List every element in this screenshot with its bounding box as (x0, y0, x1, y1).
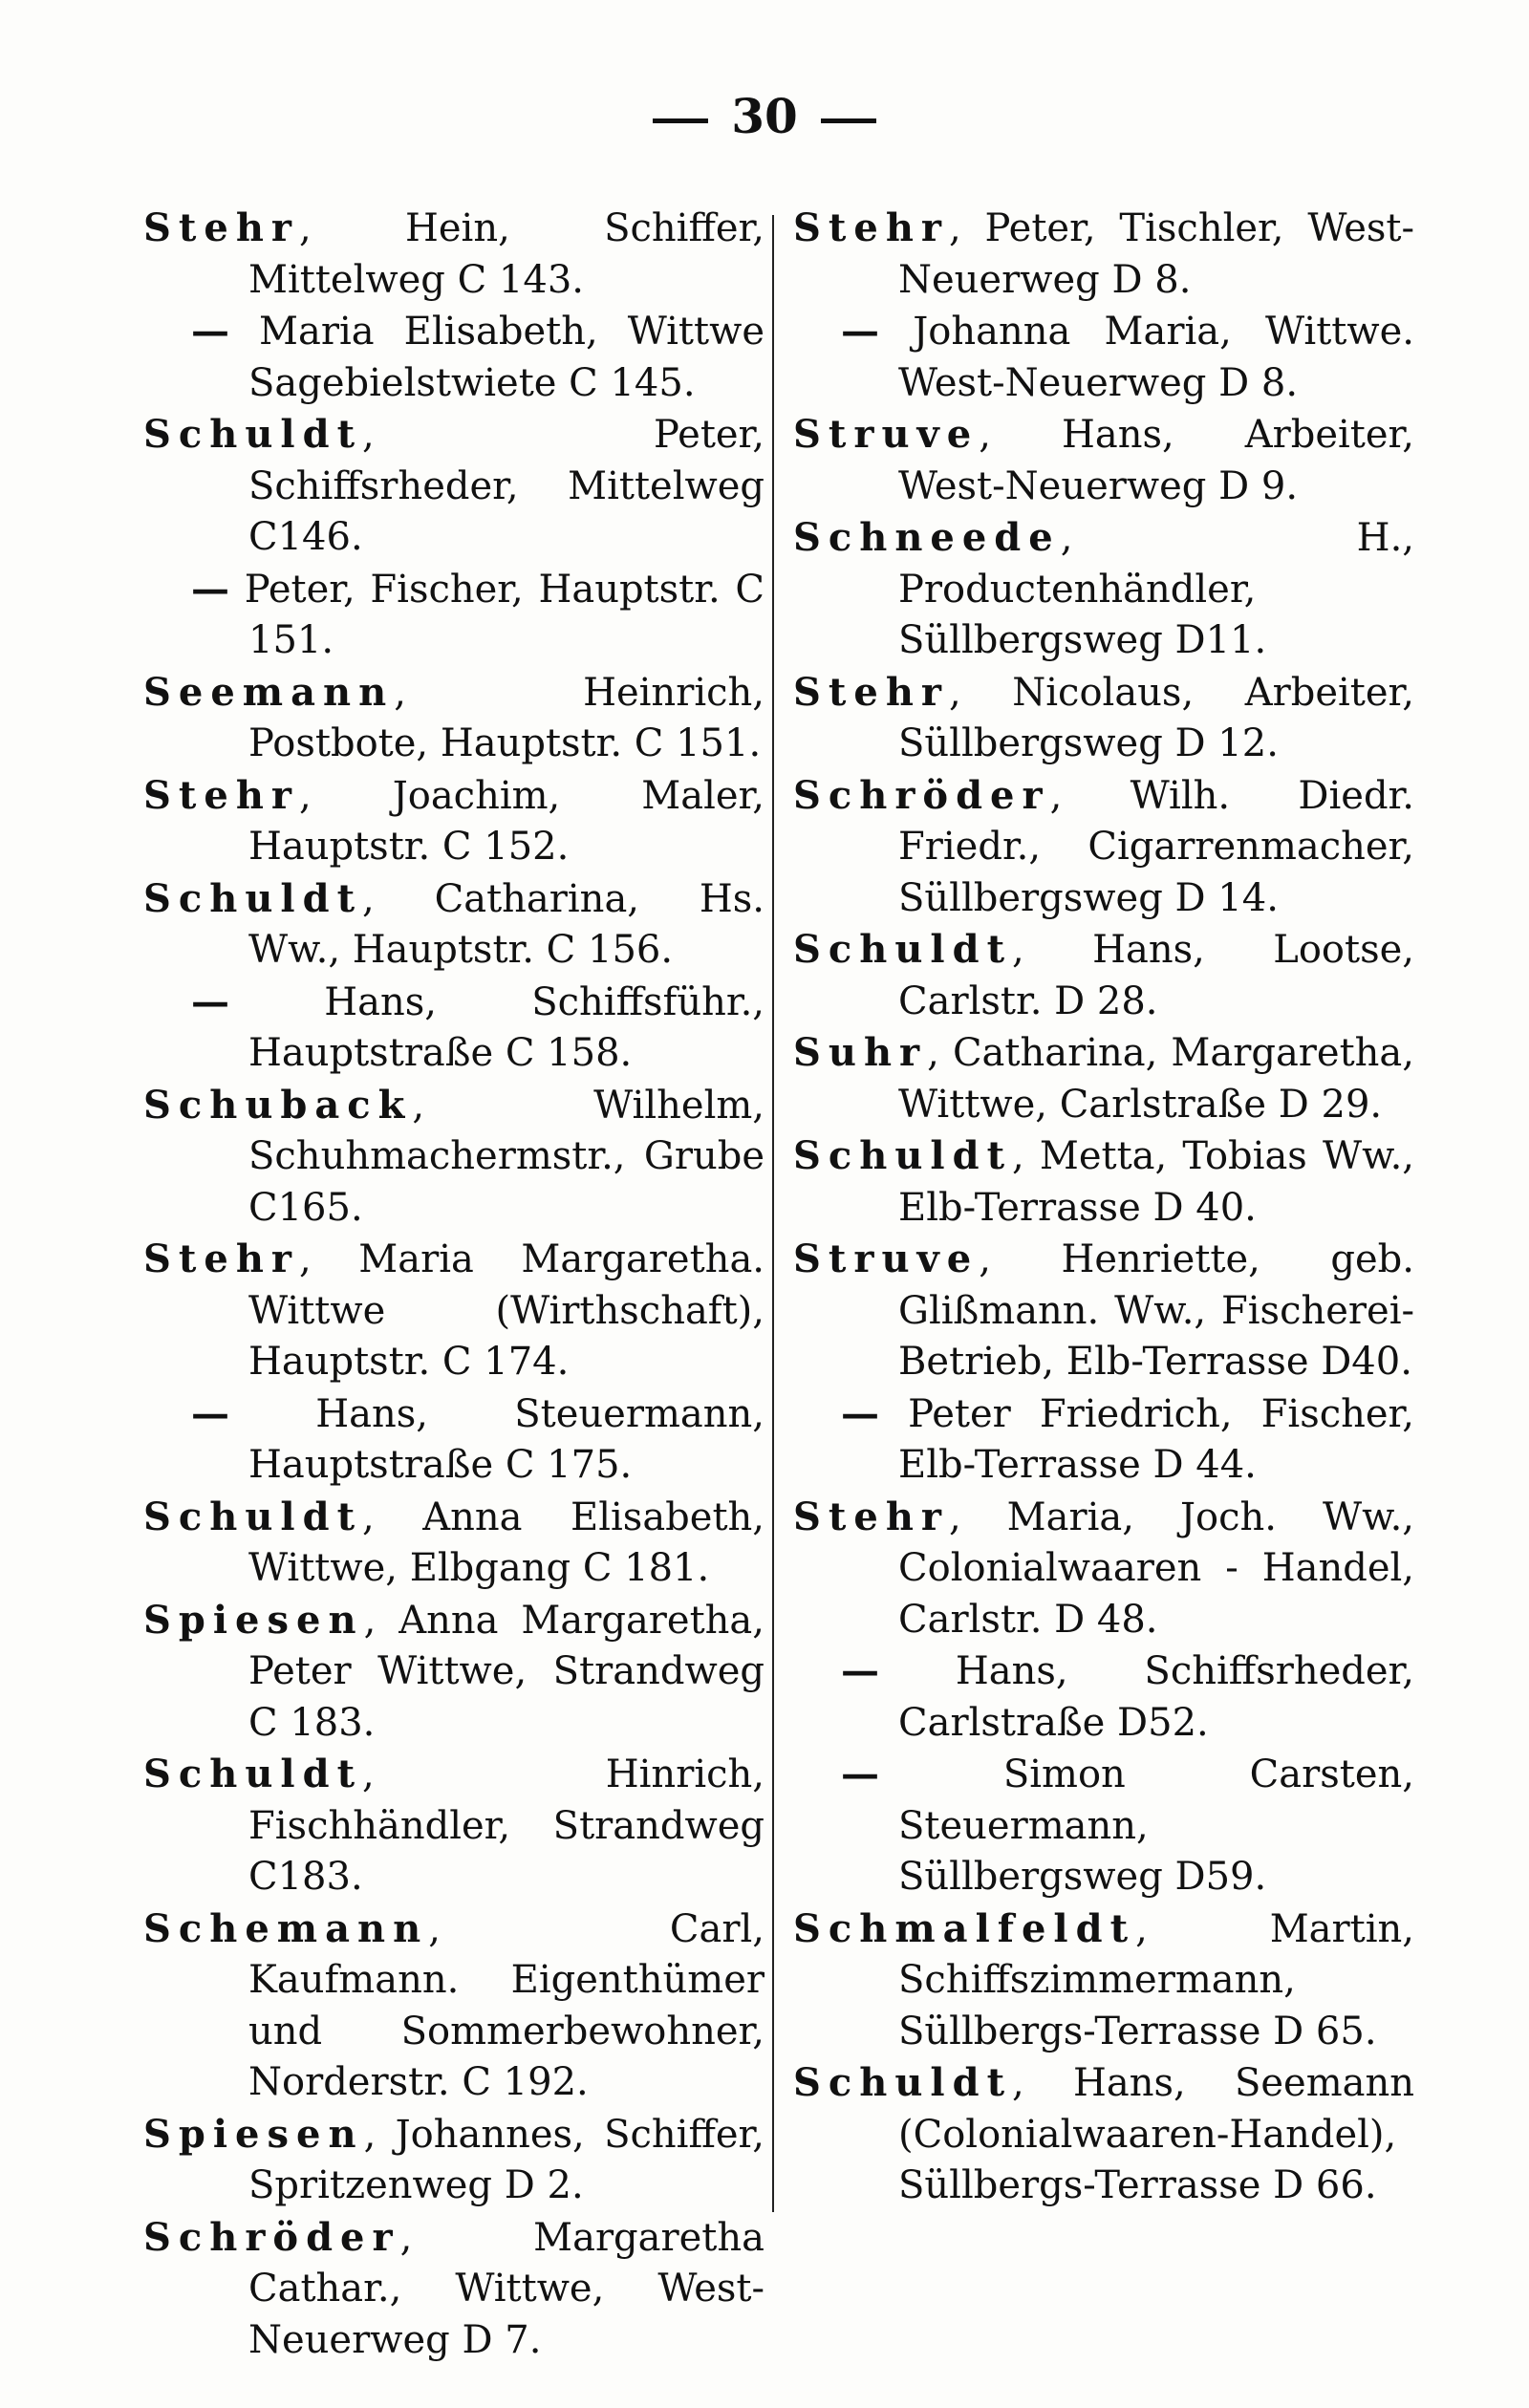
entry-surname: Schuldt (143, 412, 363, 457)
directory-entry (793, 770, 1414, 925)
entry-surname: — (191, 1390, 229, 1436)
entry-surname: Stehr (143, 772, 299, 818)
entry-details: Hans, Schiffsführ., Hauptstraße C 158. (229, 979, 764, 1075)
entry-details: , Carl, Kaufmann. Eigenthümer und Sommerbewohner, Norderstr. C 192. (248, 1906, 764, 2104)
directory-entry (793, 2057, 1414, 2212)
directory-entry (793, 203, 1414, 306)
entry-surname: Schuldt (143, 1494, 363, 1539)
directory-entry (793, 1492, 1414, 1646)
entry-details: , Anna Margaretha, Peter Wittwe, Strandweg C 183. (248, 1598, 764, 1745)
directory-entry (143, 1492, 764, 1595)
entry-surname: Schuback (143, 1082, 413, 1128)
directory-entry (143, 1080, 764, 1235)
entry-surname: Struve (793, 1236, 980, 1281)
entry-surname: Schuldt (143, 875, 363, 921)
entry-surname: Stehr (143, 1236, 299, 1281)
directory-entry (793, 306, 1414, 409)
directory-entry (143, 2212, 764, 2367)
directory-entry (143, 1903, 764, 2109)
entry-details: , Henriette, geb. Glißmann. Ww., Fischerei-Betrieb, Elb-Terrasse D40. (898, 1237, 1414, 1384)
entry-surname: Schröder (143, 2214, 400, 2260)
entry-surname: — (841, 1648, 879, 1693)
entry-details: , Hans, Arbeiter, West-Neuerweg D 9. (898, 413, 1414, 508)
entry-details: , Catharina, Hs. Ww., Hauptstr. C 156. (248, 876, 764, 972)
directory-entry (143, 1595, 764, 1750)
directory-entry (793, 1234, 1414, 1388)
entry-details: Peter, Fischer, Hauptstr. C 151. (229, 567, 764, 662)
entry-details: , Margaretha Cathar., Wittwe, West-Neuerweg D 7. (248, 2215, 764, 2362)
directory-entry (143, 1234, 764, 1388)
directory-entry (143, 770, 764, 873)
directory-entry (143, 306, 764, 409)
directory-entry (793, 1749, 1414, 1903)
entry-surname: — (841, 309, 879, 354)
entry-details: Hans, Steuermann, Hauptstraße C 175. (229, 1391, 764, 1487)
directory-entry (793, 1903, 1414, 2058)
directory-entry (793, 512, 1414, 667)
directory-entry (793, 1388, 1414, 1492)
entry-details: , Hein, Schiffer, Mittelweg C 143. (248, 206, 764, 302)
entry-surname: Stehr (793, 669, 949, 715)
entry-details: , Hans, Lootse, Carlstr. D 28. (898, 928, 1414, 1023)
directory-entry (143, 1749, 764, 1903)
entry-details: , H., Productenhändler, Süllbergsweg D11. (898, 516, 1414, 662)
directory-entry (793, 1130, 1414, 1234)
entry-details: , Peter, Schiffsrheder, Mittelweg C146. (248, 413, 764, 559)
entry-details: , Metta, Tobias Ww., Elb-Terrasse D 40. (898, 1134, 1414, 1230)
entry-surname: Spiesen (143, 2111, 364, 2157)
entry-details: Johanna Maria, Wittwe. West-Neuerweg D 8. (879, 310, 1414, 405)
entry-surname: Schuldt (143, 1752, 363, 1796)
column-divider (772, 215, 774, 2212)
entry-details: , Catharina, Margaretha, Wittwe, Carlstraße D 29. (898, 1031, 1414, 1127)
entry-surname: Struve (793, 412, 980, 457)
directory-entry (143, 977, 764, 1080)
directory-entry (793, 1645, 1414, 1749)
directory-entry (143, 1388, 764, 1492)
entry-surname: — (841, 1752, 879, 1796)
directory-entry (143, 564, 764, 667)
entry-surname: Schneede (793, 515, 1061, 560)
right-column (793, 203, 1414, 2212)
directory-entry (143, 667, 764, 770)
entry-surname: — (191, 566, 229, 612)
entry-details: Simon Carsten, Steuermann, Süllbergsweg D59. (879, 1752, 1414, 1899)
entry-details: Maria Elisabeth, Wittwe Sagebielstwiete C 145. (229, 310, 764, 405)
directory-entry (143, 203, 764, 306)
entry-details: , Martin, Schiffszimmermann, Süllbergs-Terrasse D 65. (898, 1906, 1414, 2053)
directory-entry (793, 1027, 1414, 1130)
entry-surname: — (841, 1390, 879, 1436)
directory-entry (143, 409, 764, 564)
entry-surname: — (191, 978, 229, 1024)
entry-surname: Seemann (143, 669, 395, 715)
entry-surname: Stehr (793, 205, 949, 250)
entry-surname: Spiesen (143, 1597, 364, 1643)
entry-details: , Johannes, Schiffer, Spritzenweg D 2. (248, 2112, 764, 2207)
entry-details: , Wilh. Diedr. Friedr., Cigarrenmacher, Süllbergsweg D 14. (898, 773, 1414, 920)
entry-surname: — (191, 309, 229, 354)
directory-entry (793, 409, 1414, 512)
entry-details: Hans, Schiffsrheder, Carlstraße D52. (879, 1649, 1414, 1745)
left-column (143, 203, 764, 2366)
entry-surname: Stehr (793, 1494, 949, 1539)
entry-details: Peter Friedrich, Fischer, Elb-Terrasse D 44. (879, 1391, 1414, 1487)
dash-right (821, 118, 876, 123)
page-number-text: 30 (731, 88, 798, 144)
entry-details: , Anna Elisabeth, Wittwe, Elbgang C 181. (248, 1494, 764, 1590)
directory-entry (793, 924, 1414, 1027)
entry-details: , Heinrich, Postbote, Hauptstr. C 151. (248, 670, 764, 765)
entry-surname: Schmalfeldt (793, 1905, 1136, 1951)
entry-details: , Maria Margaretha. Wittwe (Wirthschaft), Hauptstr. C 174. (248, 1237, 764, 1384)
directory-entry (143, 873, 764, 977)
entry-surname: Schuldt (793, 927, 1013, 972)
entry-details: , Hinrich, Fischhändler, Strandweg C183. (248, 1752, 764, 1899)
entry-details: , Joachim, Maler, Hauptstr. C 152. (248, 773, 764, 869)
entry-surname: Stehr (143, 205, 299, 250)
entry-surname: Schemann (143, 1905, 429, 1951)
entry-details: , Hans, Seemann (Colonialwaaren-Handel), Süllbergs-Terrasse D 66. (898, 2061, 1414, 2207)
entry-surname: Suhr (793, 1030, 928, 1075)
entry-details: , Peter, Tischler, West-Neuerweg D 8. (898, 206, 1414, 302)
directory-entry (143, 2109, 764, 2212)
entry-details: , Wilhelm, Schuhmachermstr., Grube C165. (248, 1083, 764, 1230)
dash-left (653, 118, 708, 123)
entry-surname: Schuldt (793, 2060, 1013, 2105)
entry-details: , Maria, Joch. Ww., Colonialwaaren - Handel, Carlstr. D 48. (898, 1494, 1414, 1642)
entry-surname: Schröder (793, 772, 1050, 818)
page-number (0, 88, 1529, 144)
directory-entry (793, 667, 1414, 770)
entry-surname: Schuldt (793, 1133, 1013, 1178)
entry-details: , Nicolaus, Arbeiter, Süllbergsweg D 12. (898, 670, 1414, 765)
